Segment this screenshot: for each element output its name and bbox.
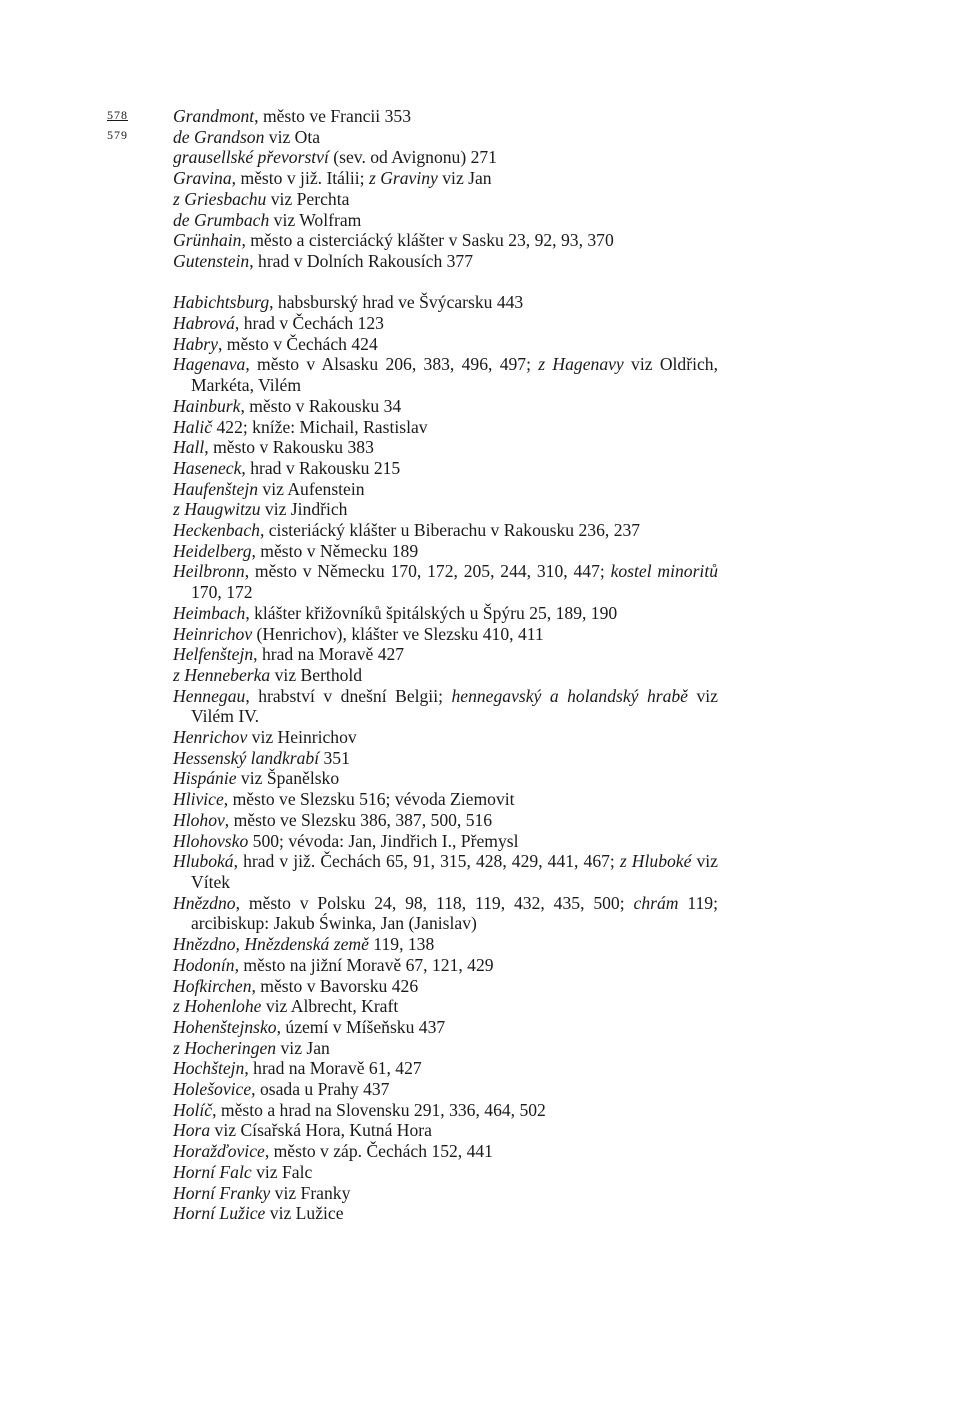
entry-text: , cisteriácký klášter u Biberachu v Rakousku 236, 237 — [259, 520, 641, 541]
index-entry — [173, 996, 718, 1017]
index-entry — [173, 396, 718, 417]
entry-term: z Haugwitzu — [173, 499, 261, 520]
entry-text: viz Jindřich — [260, 499, 348, 520]
index-entry — [173, 292, 718, 313]
entry-text: 500; vévoda: Jan, Jindřich I., Přemysl — [248, 830, 519, 851]
entry-term: Gutenstein — [173, 250, 250, 271]
entry-text: , město v již. Itálii; — [231, 168, 369, 189]
index-entry — [173, 810, 718, 831]
index-entry — [173, 354, 718, 395]
entry-text: viz Albrecht, Kraft — [261, 996, 399, 1017]
entry-text: 170, 172 — [191, 582, 253, 603]
entry-text: , město ve Slezsku 516; vévoda Ziemovit — [223, 789, 515, 810]
index-entry — [173, 1079, 718, 1100]
index-entry — [173, 1058, 718, 1079]
entry-term: Horní Falc — [173, 1161, 252, 1182]
index-entry — [173, 1100, 718, 1121]
index-entry — [173, 127, 718, 148]
index-entry — [173, 1162, 718, 1183]
entry-term: hennegavský a holandský hrabě — [451, 685, 688, 706]
entry-text: , město v Polsku 24, 98, 118, 119, 432, 435, 500; — [235, 892, 634, 913]
entry-text: , město v Bavorsku 426 — [251, 975, 419, 996]
index-entry — [173, 313, 718, 334]
entry-term: Heckenbach — [173, 520, 260, 541]
entry-term: z Hocheringen — [173, 1037, 277, 1058]
entry-term: Hluboká — [173, 851, 234, 872]
entry-text: viz Falc — [251, 1161, 313, 1182]
index-entry — [173, 230, 718, 251]
index-entry — [173, 1038, 718, 1059]
entry-term: Horní Franky — [173, 1182, 271, 1203]
entry-term: Henrichov — [173, 727, 248, 748]
entry-text: viz Franky — [270, 1182, 351, 1203]
index-entry — [173, 1203, 718, 1224]
page-number-secondary: 579 — [107, 128, 128, 142]
entry-text: viz Wolfram — [269, 209, 362, 230]
entry-text: viz Heinrichov — [247, 727, 357, 748]
entry-text: viz Ota — [264, 126, 321, 147]
entry-term: Grandmont — [173, 106, 255, 126]
entry-text: , hrabství v dnešní Belgii; — [245, 685, 452, 706]
index-entry — [173, 1017, 718, 1038]
index-entry — [173, 1120, 718, 1141]
entry-text: , klášter křižovníků špitálských u Špýru 25, 189, 190 — [245, 602, 618, 623]
entry-text: viz Aufenstein — [258, 478, 365, 499]
entry-term: Hora — [173, 1120, 211, 1141]
entry-text: , město a hrad na Slovensku 291, 336, 464, 502 — [212, 1099, 546, 1120]
entry-term: Grünhain — [173, 230, 242, 251]
entry-term: Holíč — [173, 1099, 213, 1120]
index-entry — [173, 541, 718, 562]
entry-term: Hlivice — [173, 789, 224, 810]
index-entry — [173, 168, 718, 189]
entry-term: Hodonín — [173, 954, 235, 975]
entry-term: Hainburk — [173, 395, 241, 416]
index-entry — [173, 727, 718, 748]
entry-text: , hrad v Dolních Rakousích 377 — [249, 250, 474, 271]
section-gap — [173, 272, 718, 293]
entry-term: Hnězdno, Hnězdenská země — [173, 934, 369, 955]
entry-text: , osada u Prahy 437 — [251, 1079, 390, 1100]
index-entry — [173, 334, 718, 355]
entry-term: z Hagenavy — [538, 354, 624, 375]
entry-text: viz Vilém IV. — [191, 685, 718, 727]
index-entry — [173, 1183, 718, 1204]
index-entry — [173, 955, 718, 976]
index-entry — [173, 976, 718, 997]
entry-text: viz Jan — [437, 168, 492, 189]
place-index — [173, 106, 718, 1224]
entry-text: , hrad na Moravě 61, 427 — [244, 1058, 422, 1079]
entry-term: Heinrichov — [173, 623, 253, 644]
index-entry — [173, 665, 718, 686]
entry-term: Heilbronn — [173, 561, 245, 582]
entry-text: 422; kníže: Michail, Rastislav — [212, 416, 428, 437]
entry-text: , město v Rakousku 34 — [240, 395, 402, 416]
entry-text: (Henrichov), klášter ve Slezsku 410, 411 — [252, 623, 544, 644]
entry-text: viz Perchta — [266, 188, 350, 209]
index-entry — [173, 624, 718, 645]
index-entry — [173, 686, 718, 727]
entry-text: viz Lužice — [265, 1203, 344, 1224]
entry-term: Horní Lužice — [173, 1203, 266, 1224]
entry-term: z Hohenlohe — [173, 996, 262, 1017]
entry-text: (sev. od Avignonu) 271 — [328, 147, 497, 168]
entry-term: Hall — [173, 437, 205, 458]
entry-term: Holešovice — [173, 1079, 252, 1100]
entry-term: grausellské převorství — [173, 147, 329, 168]
index-entry — [173, 437, 718, 458]
entry-term: Hessenský landkrabí — [173, 747, 320, 768]
entry-term: Habry — [173, 333, 218, 354]
entry-term: Hispánie — [173, 768, 237, 789]
entry-text: , město na jižní Moravě 67, 121, 429 — [234, 954, 494, 975]
entry-term: Hnězdno — [173, 892, 236, 913]
index-entry — [173, 417, 718, 438]
entry-text: , město v Alsasku 206, 383, 496, 497; — [245, 354, 539, 375]
entry-text: viz Berthold — [270, 664, 363, 685]
entry-text: , habsburský hrad ve Švýcarsku 443 — [269, 292, 524, 313]
entry-term: Heidelberg — [173, 540, 252, 561]
entry-term: de Grandson — [173, 126, 265, 147]
entry-text: , hrad v již. Čechách 65, 91, 315, 428, 429, 441, 467; — [233, 851, 620, 872]
entry-text: , město a cisterciácký klášter v Sasku 23, 92, 93, 370 — [241, 230, 614, 251]
entry-text: , město v Německu 189 — [251, 540, 419, 561]
entry-term: Hlohovsko — [173, 830, 249, 851]
entry-text: , město v Rakousku 383 — [204, 437, 374, 458]
entry-term: Hofkirchen — [173, 975, 252, 996]
entry-text: , město v Čechách 424 — [217, 333, 378, 354]
entry-term: Hlohov — [173, 809, 225, 830]
index-entry — [173, 561, 718, 602]
index-entry — [173, 210, 718, 231]
entry-text: 119; arcibiskup: Jakub Świnka, Jan (Janislav) — [191, 892, 718, 934]
entry-text: viz Oldřich, Markéta, Vilém — [191, 354, 718, 396]
index-entry — [173, 251, 718, 272]
entry-term: z Graviny — [368, 168, 438, 189]
entry-term: z Griesbachu — [173, 188, 267, 209]
entry-term: Heimbach — [173, 602, 246, 623]
entry-text: , město ve Francii 353 — [254, 106, 411, 126]
entry-text: , hrad na Moravě 427 — [253, 644, 405, 665]
entry-text: viz Španělsko — [236, 768, 340, 789]
entry-term: Hennegau — [173, 685, 246, 706]
index-entry — [173, 893, 718, 934]
entry-text: viz Císařská Hora, Kutná Hora — [210, 1120, 432, 1141]
entry-text: viz Jan — [276, 1037, 330, 1058]
entry-text: , hrad v Čechách 123 — [234, 313, 384, 334]
entry-term: z Hluboké — [619, 851, 692, 872]
entry-text: , město v záp. Čechách 152, 441 — [264, 1141, 493, 1162]
index-entry — [173, 831, 718, 852]
entry-term: Hohenštejnsko — [173, 1016, 277, 1037]
entry-text: viz Vítek — [191, 851, 718, 892]
index-entry — [173, 644, 718, 665]
entry-term: Haufenštejn — [173, 478, 259, 499]
entry-term: Helfenštejn — [173, 644, 254, 665]
index-entry — [173, 934, 718, 955]
entry-term: Horažďovice — [173, 1141, 265, 1162]
entry-term: z Henneberka — [173, 664, 271, 685]
index-entry — [173, 748, 718, 769]
page-number-primary: 578 — [107, 108, 128, 122]
index-entry — [173, 789, 718, 810]
entry-term: Hagenava — [173, 354, 246, 375]
index-entry — [173, 479, 718, 500]
entry-text: , hrad v Rakousku 215 — [241, 457, 401, 478]
index-entry — [173, 520, 718, 541]
entry-term: Gravina — [173, 168, 232, 189]
entry-text: , město ve Slezsku 386, 387, 500, 516 — [224, 809, 493, 830]
index-entry — [173, 189, 718, 210]
index-entry — [173, 458, 718, 479]
entry-term: Habichtsburg — [173, 292, 270, 313]
entry-term: kostel minoritů — [610, 561, 719, 582]
entry-text: 119, 138 — [368, 934, 435, 955]
entry-term: de Grumbach — [173, 209, 270, 230]
index-entry — [173, 147, 718, 168]
index-entry — [173, 106, 718, 127]
entry-term: chrám — [633, 892, 679, 913]
entry-term: Hochštejn — [173, 1058, 245, 1079]
index-entry — [173, 851, 718, 892]
entry-text: 351 — [319, 747, 350, 768]
index-entry — [173, 768, 718, 789]
entry-text: , území v Míšeňsku 437 — [276, 1016, 446, 1037]
entry-term: Habrová — [173, 313, 235, 334]
entry-term: Halič — [173, 416, 213, 437]
index-entry — [173, 1141, 718, 1162]
index-entry — [173, 603, 718, 624]
index-entry — [173, 499, 718, 520]
entry-term: Haseneck — [173, 457, 242, 478]
entry-text: , město v Německu 170, 172, 205, 244, 310, 447; — [244, 561, 611, 582]
